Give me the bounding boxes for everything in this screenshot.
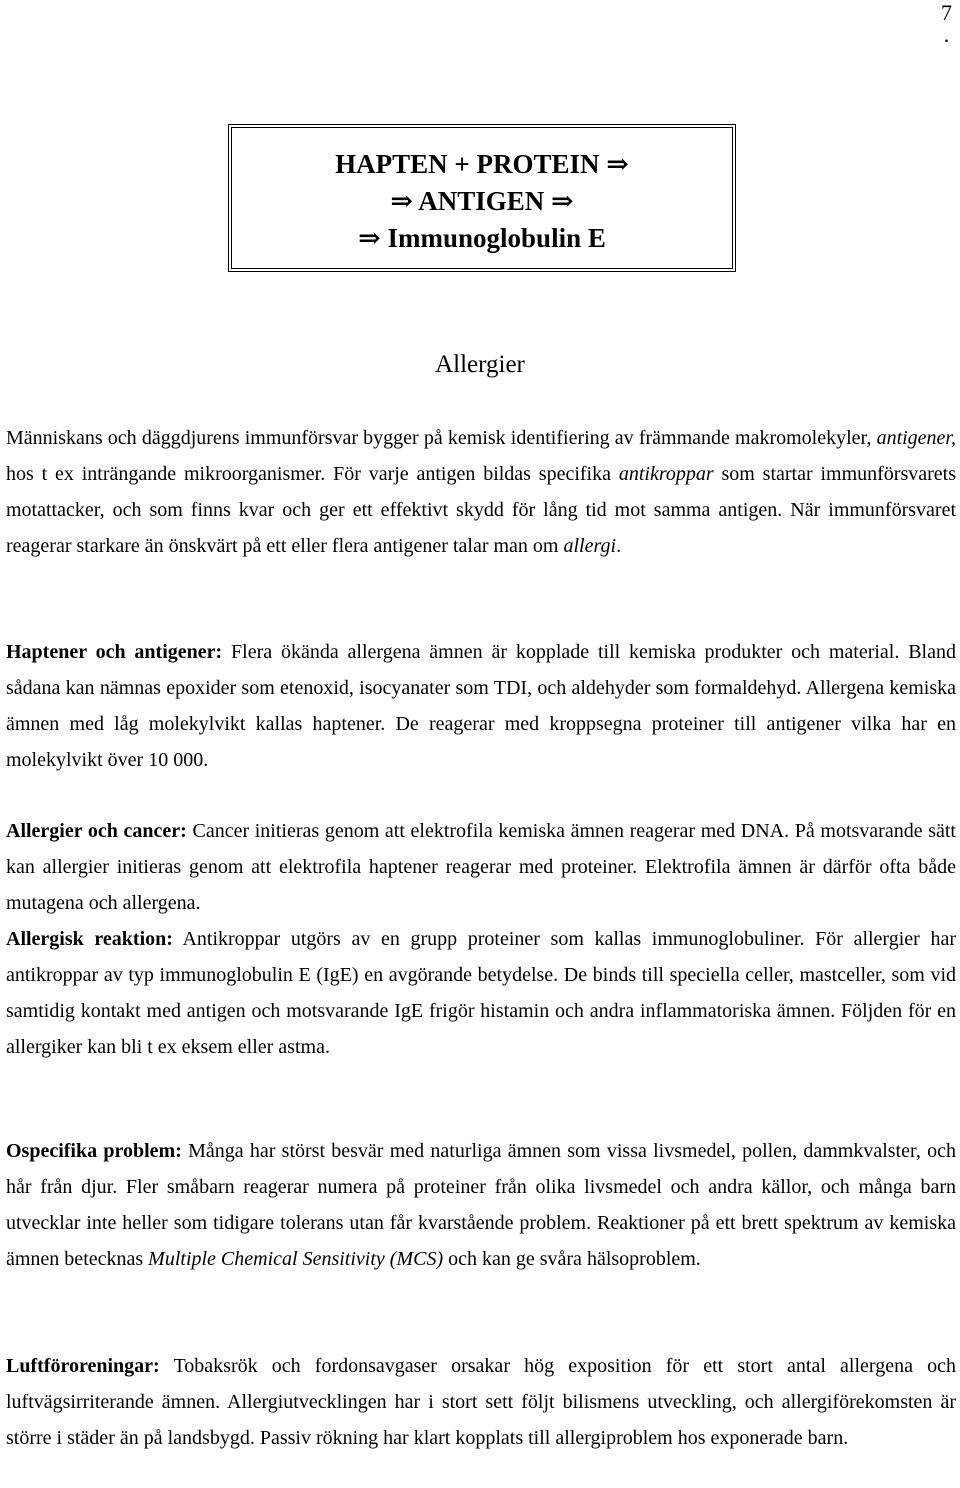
intro-text-3: som startar immunförsvarets motattacker, och som finns kvar och ger ett effektivt skydd för lång tid mot samma antigen. När immunförsvaret reagerar starkare än önskvärt på ett eller flera antigener talar man om	[6, 463, 956, 557]
intro-paragraph	[6, 420, 956, 564]
intro-em-antigener: antigener,	[876, 427, 956, 449]
haptener-heading: Haptener och antigener:	[6, 641, 223, 663]
formula-line-3: ⇒ Immunoglobulin E	[358, 223, 606, 253]
haptener-text: Flera ökända allergena ämnen är kopplade till kemiska produkter och material. Bland sådana kan nämnas epoxider som etenoxid, isocyanater som TDI, och aldehyder som formaldehyd. Allergena kemiska ämnen med låg molekylvikt kallas haptener. De reagerar med kroppsegna proteiner till antigener vilka har en molekylvikt över 10 000.	[6, 641, 956, 771]
intro-em-allergi: allergi	[563, 535, 617, 557]
page-number-value: 7	[941, 0, 952, 25]
hapten-formula-box	[228, 124, 736, 272]
intro-text-2: hos t ex inträngande mikroorganismer. För varje antigen bildas specifika	[6, 463, 619, 485]
ospecifika-heading: Ospecifika problem:	[6, 1140, 182, 1162]
luft-heading: Luftföroreningar:	[6, 1355, 160, 1377]
formula-line-2: ⇒ ANTIGEN ⇒	[390, 186, 574, 216]
formula-line-1: HAPTEN + PROTEIN ⇒	[335, 149, 629, 179]
page-number	[941, 0, 952, 47]
intro-text-1: Människans och däggdjurens immunförsvar bygger på kemisk identifiering av främmande makromolekyler,	[6, 427, 877, 449]
luft-text: Tobaksrök och fordonsavgaser orsakar hög exposition för ett stort antal allergena och luftvägsirriterande ämnen. Allergiutvecklingen har i stort sett följt bilismens utveckling, och allergiförekomsten är större i städer än på landsbygd. Passiv rökning har klart kopplats till allergiproblem hos exponerade barn.	[6, 1355, 956, 1449]
intro-text-4: .	[616, 535, 622, 557]
section-title: Allergier	[435, 351, 525, 378]
haptener-paragraph	[6, 634, 956, 778]
page-number-dot: .	[943, 22, 950, 47]
ospecifika-paragraph	[6, 1133, 956, 1277]
reaktion-text: Antikroppar utgörs av en grupp proteiner som kallas immunoglobuliner. För allergier har antikroppar av typ immunoglobulin E (IgE) en avgörande betydelse. De binds till speciella celler, mastceller, som vid samtidig kontakt med antigen och motsvarande IgE frigör histamin och andra inflammatoriska ämnen. Följden för en allergiker kan bli t ex eksem eller astma.	[6, 928, 956, 1058]
luft-paragraph	[6, 1348, 956, 1456]
reaktion-heading: Allergisk reaktion:	[6, 928, 173, 950]
ospecifika-em-mcs: Multiple Chemical Sensitivity (MCS)	[148, 1248, 444, 1270]
ospecifika-text: Många har störst besvär med naturliga ämnen som vissa livsmedel, pollen, dammkvalster, och hår från djur. Fler småbarn reagerar numera på proteiner från olika livsmedel och andra källor, och många barn utvecklar inte heller som tidigare tolerans utan får kvarstående problem. Reaktioner på ett brett spektrum av kemiska ämnen betecknas	[6, 1140, 956, 1270]
ospecifika-text-2: och kan ge svåra hälsoproblem.	[443, 1248, 701, 1270]
reaktion-paragraph	[6, 921, 956, 1065]
cancer-text: Cancer initieras genom att elektrofila kemiska ämnen reagerar med DNA. På motsvarande sätt kan allergier initieras genom att elektrofila haptener reagerar med proteiner. Elektrofila ämnen är därför ofta både mutagena och allergena.	[6, 820, 956, 914]
cancer-paragraph	[6, 813, 956, 921]
cancer-heading: Allergier och cancer:	[6, 820, 187, 842]
intro-em-antikroppar: antikroppar	[618, 463, 714, 485]
